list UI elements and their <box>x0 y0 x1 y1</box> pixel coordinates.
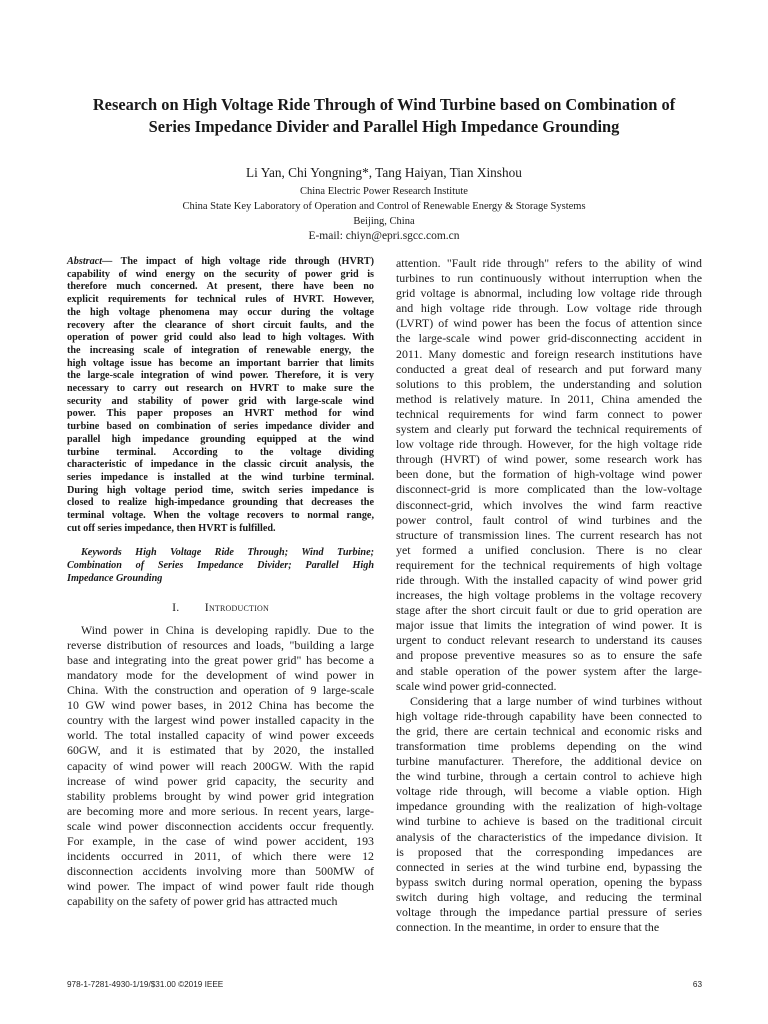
paragraph-line: low voltage ride through. However, for the high voltage ride <box>396 437 702 452</box>
abstract-line: operation of power grid could also lead to high voltages. With <box>67 332 374 344</box>
abstract-line: series impedance is installed at the wind turbine terminal. <box>67 471 374 483</box>
paragraph-line: increase of wind power grid capacity, the security and <box>67 773 374 788</box>
paragraph-line: mandatory mode for the development of wind power in <box>67 667 374 682</box>
introduction-paragraph <box>67 623 374 910</box>
affiliation-block <box>40 184 728 244</box>
introduction-paragraph-2 <box>396 694 702 936</box>
abstract-line: During high voltage period time, switch series impedance is <box>67 484 374 496</box>
abstract-line: parallel high impedance grounding equipped at the wind <box>67 433 374 445</box>
paragraph-line: system and clearly put forward the technical requirements of <box>396 422 702 437</box>
abstract-line: explicit requirements for technical rules of HVRT. However, <box>67 294 374 306</box>
copyright-notice: 978-1-7281-4930-1/19/$31.00 ©2019 IEEE <box>67 980 224 989</box>
paragraph-line: disconnect-grid is more complicated than the low-voltage <box>396 482 702 497</box>
left-column <box>67 256 374 909</box>
paragraph-line: solutions to this problem, the understanding and solution <box>396 376 702 391</box>
paragraph-line: attention. "Fault ride through" refers to the ability of wind <box>396 256 702 270</box>
abstract-line: power. This paper proposes an HVRT method for wind <box>67 408 374 420</box>
paragraph-line: country with the largest wind power installed capacity in the <box>67 713 374 728</box>
paragraph-line: increases, the high voltage problems in the voltage recovery <box>396 588 702 603</box>
abstract-line: capability of wind energy on the security of power grid is <box>67 268 374 280</box>
paragraph-line: and propose preventive measures so as to ensure the safe <box>396 648 702 663</box>
paragraph-line: stability problems brought by wind power grid integration <box>67 788 374 803</box>
paragraph-line: transformation time problems depending on the wind <box>396 739 702 753</box>
paragraph-line: 60GW, and it is estimated that by 2020, the installed <box>67 743 374 758</box>
email-line: E-mail: chiyn@epri.sgcc.com.cn <box>308 230 460 242</box>
paragraph-line: is proposed that the corresponding impedances are <box>396 844 702 859</box>
right-column <box>396 256 702 935</box>
abstract-line: high voltage issue has become an important barrier that limits <box>67 357 374 369</box>
paragraph-line: disconnection accidents involving more than 500MW of <box>67 864 374 879</box>
paragraph-line: disconnect-grid, which involves the wind farm reactive <box>396 497 702 512</box>
abstract-line: turbine based on combination of series impedance divider and <box>67 421 374 433</box>
abstract-line: the high voltage phenomena may occur during the voltage <box>67 306 374 318</box>
keyword-list <box>67 547 374 585</box>
section-heading-introduction <box>67 600 374 615</box>
abstract-line: the increasing scale of integration of renewable energy, the <box>67 344 374 356</box>
paragraph-line: wind power. The impact of wind power fault ride though <box>67 879 374 894</box>
abstract-line: turbine terminal. According to the voltage dividing <box>67 446 374 458</box>
affiliation-line: Beijing, China <box>353 216 415 227</box>
page-number: 63 <box>692 980 702 989</box>
paragraph-line: ride through. With the installed capacity of wind power grid <box>396 572 702 587</box>
abstract-line: therefore much concerned. At present, there have been no <box>67 281 374 293</box>
abstract-line: necessary to carry out research on HVRT to make sure the <box>67 383 374 395</box>
paragraph-line: scale wind power grid-connected. <box>396 678 557 693</box>
paragraph-line: Wind power in China is developing rapidly. Due to the <box>81 622 374 637</box>
paragraph-line: bypass switch during normal operation, opening the bypass <box>396 874 702 889</box>
paragraph-line: For example, in the case of wind power accident, 193 <box>67 833 374 848</box>
paragraph-line: been done, but the formation of high-voltage wind power <box>396 467 702 482</box>
paragraph-line: conducted a great deal of research and put forward many <box>396 361 702 376</box>
abstract-line: terminal voltage. When the voltage recovers to normal range, <box>67 510 374 522</box>
abstract-first-line-text: The impact of high voltage ride through (HVRT) <box>120 256 374 267</box>
affiliation-line: China Electric Power Research Institute <box>300 186 468 197</box>
paragraph-line: urgent to conduct relevant research to understand its causes <box>396 633 702 648</box>
abstract-line: security and stability of power grid with large-scale wind <box>67 395 374 407</box>
abstract-line: recovery after the clearance of short circuit faults, and the <box>67 319 374 331</box>
paragraph-line: analysis of the characteristics of the impedance division. It <box>396 829 702 844</box>
abstract-label: Abstract— <box>67 256 113 267</box>
paragraph-line: wind turbine to achieve is based on the traditional circuit <box>396 814 702 829</box>
paragraph-line: incidents occurred in 2011, of which there were 12 <box>67 849 374 864</box>
paragraph-line: turbine manufacturer. Therefore, the additional device on <box>396 754 702 769</box>
title-line: Series Impedance Divider and Parallel High Impedance Grounding <box>148 117 620 136</box>
abstract-line: characteristic of impedance in the classic circuit analysis, the <box>67 459 374 471</box>
paragraph-line: connection. In the meantime, in order to ensure that the <box>396 920 660 935</box>
abstract <box>67 256 374 535</box>
abstract-line <box>67 256 374 269</box>
paragraph-line: base and integrating into the great power grid" has become a <box>67 652 374 667</box>
abstract-line: closed to realize high-impedance grounding that decreases the <box>67 497 374 509</box>
abstract-line: cut off series impedance, then HVRT is fulfilled. <box>67 522 276 534</box>
paragraph-line: voltage through the impedance partial pressure of series <box>396 905 702 920</box>
paragraph-line: technical requirements for wind farm connect to power <box>396 406 702 421</box>
paragraph-line: method is relatively mature. In 2011, China amended the <box>396 391 702 406</box>
paragraph-line: Considering that a large number of wind turbines without <box>410 693 702 708</box>
paragraph-line: requirement for the technical requirements of high voltage <box>396 557 702 572</box>
paragraph-line: voltage ride through, will become a viable option. High <box>396 784 702 799</box>
paragraph-line: major issue that limits the integration of wind power. It is <box>396 618 702 633</box>
title-line: Research on High Voltage Ride Through of Wind Turbine based on Combination of <box>92 95 676 114</box>
paragraph-line: the wind turbine, through a certain control to achieve high <box>396 769 702 784</box>
section-number: I. <box>172 599 180 614</box>
paragraph-line: high voltage ride-through capability have been connected to <box>396 708 702 723</box>
paragraph-line: the grid, there are certain technical and economic risks and <box>396 723 702 738</box>
author-list: Li Yan, Chi Yongning*, Tang Haiyan, Tian Xinshou <box>246 165 522 180</box>
paragraph-line: capability on the safety of power grid has attracted much <box>67 894 338 909</box>
paragraph-line: turbines to run continuously without interruption when the <box>396 271 702 286</box>
paragraph-line: 10 GW wind power bases, in 2012 China has become the <box>67 698 374 713</box>
paragraph-line: China. With the construction and operation of 9 large-scale <box>67 683 374 698</box>
abstract-line: the large-scale integration of wind power. Therefore, it is very <box>67 370 374 382</box>
introduction-paragraph-continued <box>396 256 702 694</box>
paragraph-line: switch during high voltage, and reducing the terminal <box>396 889 702 904</box>
paragraph-line: scale wind power disconnection accidents occur frequently. <box>67 818 374 833</box>
paragraph-line: through (HVRT) of wind power, some research work has <box>396 452 702 467</box>
paragraph-line: the large-scale wind power grid-disconnecting accident in <box>396 331 702 346</box>
abstract-body <box>67 269 374 536</box>
paragraph-line: yet formed a unified conclusion. There is no clear <box>396 542 702 557</box>
keywords <box>67 547 374 585</box>
paragraph-line: structure of transmission lines. The current research has not <box>396 527 702 542</box>
paragraph-line: connected in series at the wind turbine end, bypassing the <box>396 859 702 874</box>
paragraph-line: and high voltage ride through. Low voltage ride through <box>396 301 702 316</box>
paragraph-line: world. The total installed capacity of wind power exceeds <box>67 728 374 743</box>
keyword-line: Keywords High Voltage Ride Through; Wind Turbine; <box>81 547 374 559</box>
paragraph-line: (LVRT) of wind power has been the focus of attention since <box>396 316 702 331</box>
paragraph-line: power control, fault control of wind turbines and the <box>396 512 702 527</box>
keyword-line: Combination of Series Impedance Divider; Parallel High <box>67 560 374 572</box>
paragraph-line: stage after the short circuit fault or due to grid operation are <box>396 603 702 618</box>
paragraph-line: are becoming more and more serious. In recent years, large- <box>67 803 374 818</box>
paragraph-line: 2011. Many domestic and foreign research institutions have <box>396 346 702 361</box>
paragraph-line: impedance grounding with the realization of high-voltage <box>396 799 702 814</box>
paragraph-line: reverse distribution of resources and loads, "building a large <box>67 637 374 652</box>
paper-title <box>40 94 728 138</box>
paragraph-line: capacity of wind power will reach 200GW. With the rapid <box>67 758 374 773</box>
keyword-line: Impedance Grounding <box>67 572 163 584</box>
section-title: Introduction <box>204 599 269 614</box>
paragraph-line: and stable operation of the power system after the large- <box>396 663 702 678</box>
affiliation-line: China State Key Laboratory of Operation and Control of Renewable Energy & Storage Systems <box>182 201 586 212</box>
paragraph-line: grid voltage is abnormal, including low voltage ride through <box>396 286 702 301</box>
